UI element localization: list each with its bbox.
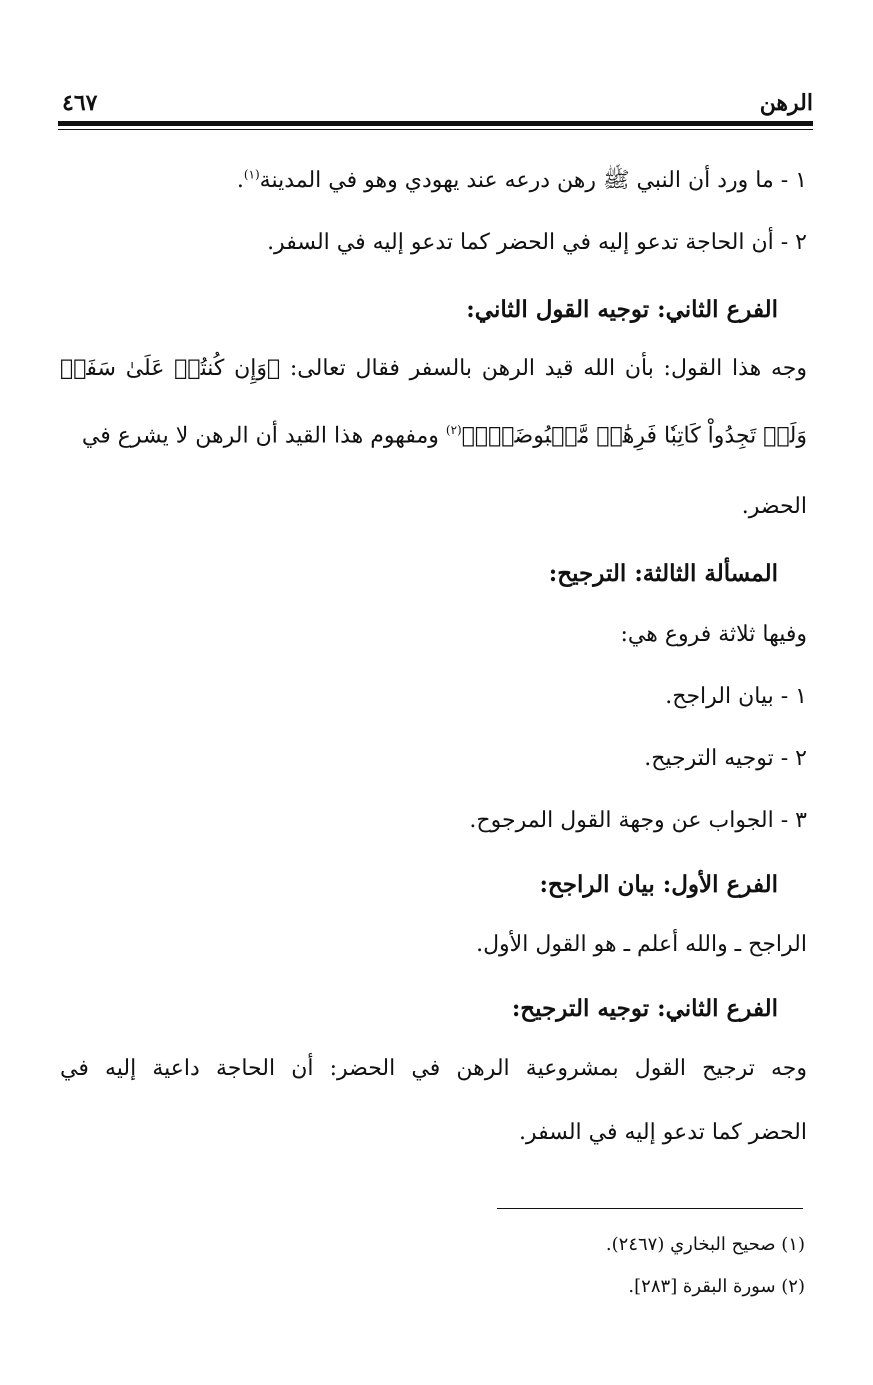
paragraph-3-line-2: الحضر كما تدعو إليه في السفر. [518, 1120, 807, 1145]
footnote-separator [497, 1208, 803, 1209]
section-heading-2: المسألة الثالثة: الترجيح: [548, 560, 778, 587]
section-heading-1: الفرع الثاني: توجيه القول الثاني: [466, 296, 778, 323]
branch-item-3: ٣ - الجواب عن وجهة القول المرجوح. [469, 808, 807, 833]
paragraph-2: الراجح ـ والله أعلم ـ هو القول الأول. [476, 932, 807, 957]
footnote-ref-2: (٢) [445, 423, 462, 437]
footnote-2: (٢) سورة البقرة [٢٨٣]. [628, 1276, 805, 1297]
header-rule-thick [58, 121, 813, 126]
list-item-2: ٢ - أن الحاجة تدعو إليه في الحضر كما تدعو إليه في السفر. [267, 230, 807, 255]
list-item-1-end: . [236, 168, 244, 193]
paragraph-1-line-1: وجه هذا القول: بأن الله قيد الرهن بالسفر فقال تعالى: ﴿وَإِن كُنتُمۡ عَلَىٰ سَفَرٖ [60, 356, 808, 381]
footnote-1: (١) صحيح البخاري (٢٤٦٧). [605, 1234, 805, 1255]
footnote-ref-1: (١) [243, 167, 260, 182]
paragraph-1-line-2-end: ومفهوم هذا القيد أن الرهن لا يشرع في [81, 423, 446, 449]
list-item-1 [237, 166, 807, 198]
running-title: الرهن [759, 90, 813, 116]
list-item-1-text: ١ - ما ورد أن النبي ﷺ رهن درعه عند يهودي وهو في المدينة [259, 168, 807, 193]
header-rule-thin [58, 129, 813, 130]
branch-item-1: ١ - بيان الراجح. [665, 684, 807, 709]
branch-item-2: ٢ - توجيه الترجيح. [644, 746, 807, 771]
paragraph-3-line-1: وجه ترجيح القول بمشروعية الرهن في الحضر: أن الحاجة داعية إليه في [60, 1056, 807, 1081]
section-heading-3: الفرع الأول: بيان الراجح: [539, 871, 778, 898]
intro-text: وفيها ثلاثة فروع هي: [620, 622, 807, 647]
paragraph-1-line-2 [82, 423, 807, 448]
quran-verse: وَلَمۡ تَجِدُواْ كَاتِبٗا فَرِهَٰنٞ مَّقۡبُوضَةٞۖ﴾ [461, 423, 807, 449]
section-heading-4: الفرع الثاني: توجيه الترجيح: [511, 995, 778, 1022]
paragraph-1-line-3: الحضر. [741, 494, 807, 519]
page-number: ٤٦٧ [62, 90, 98, 116]
